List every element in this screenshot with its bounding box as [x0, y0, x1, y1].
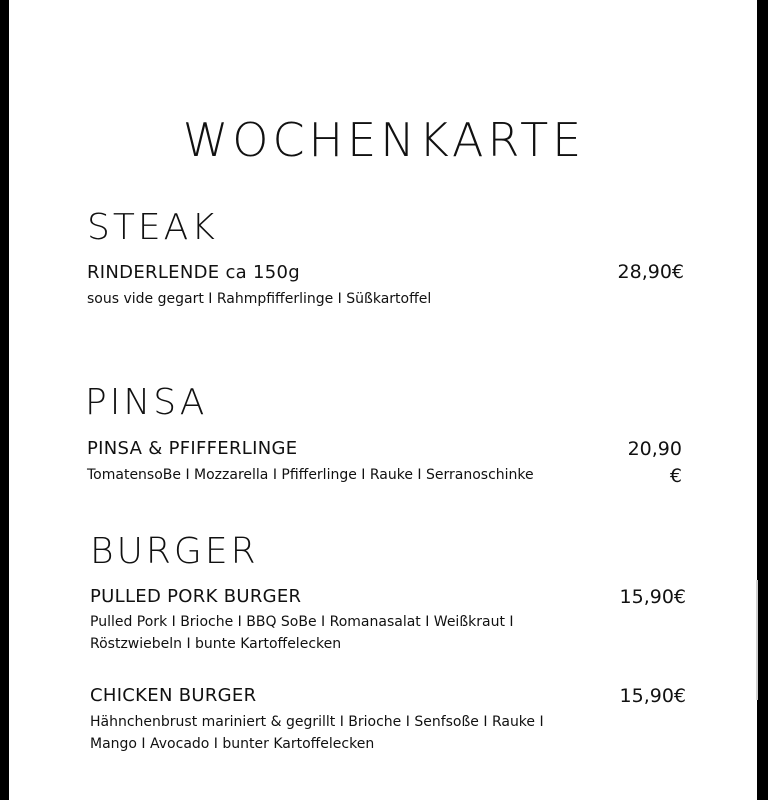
item-name-chicken-burger: CHICKEN BURGER [90, 685, 257, 706]
item-name-rinderlende: RINDERLENDE ca 150g [87, 262, 300, 283]
item-price-rinderlende: 28,90€ [617, 261, 684, 283]
item-name-pinsa-pfifferlinge: PINSA & PFIFFERLINGE [87, 438, 298, 459]
item-description-chicken-burger-line2: Mango I Avocado I bunter Kartoffelecken [90, 736, 375, 752]
page-title: WOCHENKARTE [182, 113, 586, 167]
item-price-pinsa-pfifferlinge: 20,90 [627, 438, 682, 460]
section-title-burger: BURGER [90, 531, 259, 572]
item-price-pulled-pork-burger: 15,90€ [619, 586, 686, 608]
item-description-pulled-pork-burger-line2: Röstzwiebeln I bunte Kartoffelecken [90, 636, 342, 652]
section-title-pinsa: PINSA [85, 382, 208, 423]
section-title-steak: STEAK [87, 207, 218, 248]
item-price-currency-pinsa-pfifferlinge: € [669, 465, 682, 487]
item-description-pinsa-pfifferlinge: TomatensoBe I Mozzarella I Pfifferlinge I Rauke I Serranoschinke [87, 467, 534, 483]
item-name-pulled-pork-burger: PULLED PORK BURGER [90, 586, 302, 607]
item-description-rinderlende: sous vide gegart I Rahmpfifferlinge I Süßkartoffel [87, 291, 432, 307]
item-description-pulled-pork-burger-line1: Pulled Pork I Brioche I BBQ SoBe I Romanasalat I Weißkraut I [90, 614, 514, 630]
item-price-chicken-burger: 15,90€ [619, 685, 686, 707]
item-description-chicken-burger-line1: Hähnchenbrust mariniert & gegrillt I Brioche I Senfsoße I Rauke I [90, 714, 544, 730]
scrollbar-track [756, 580, 758, 700]
